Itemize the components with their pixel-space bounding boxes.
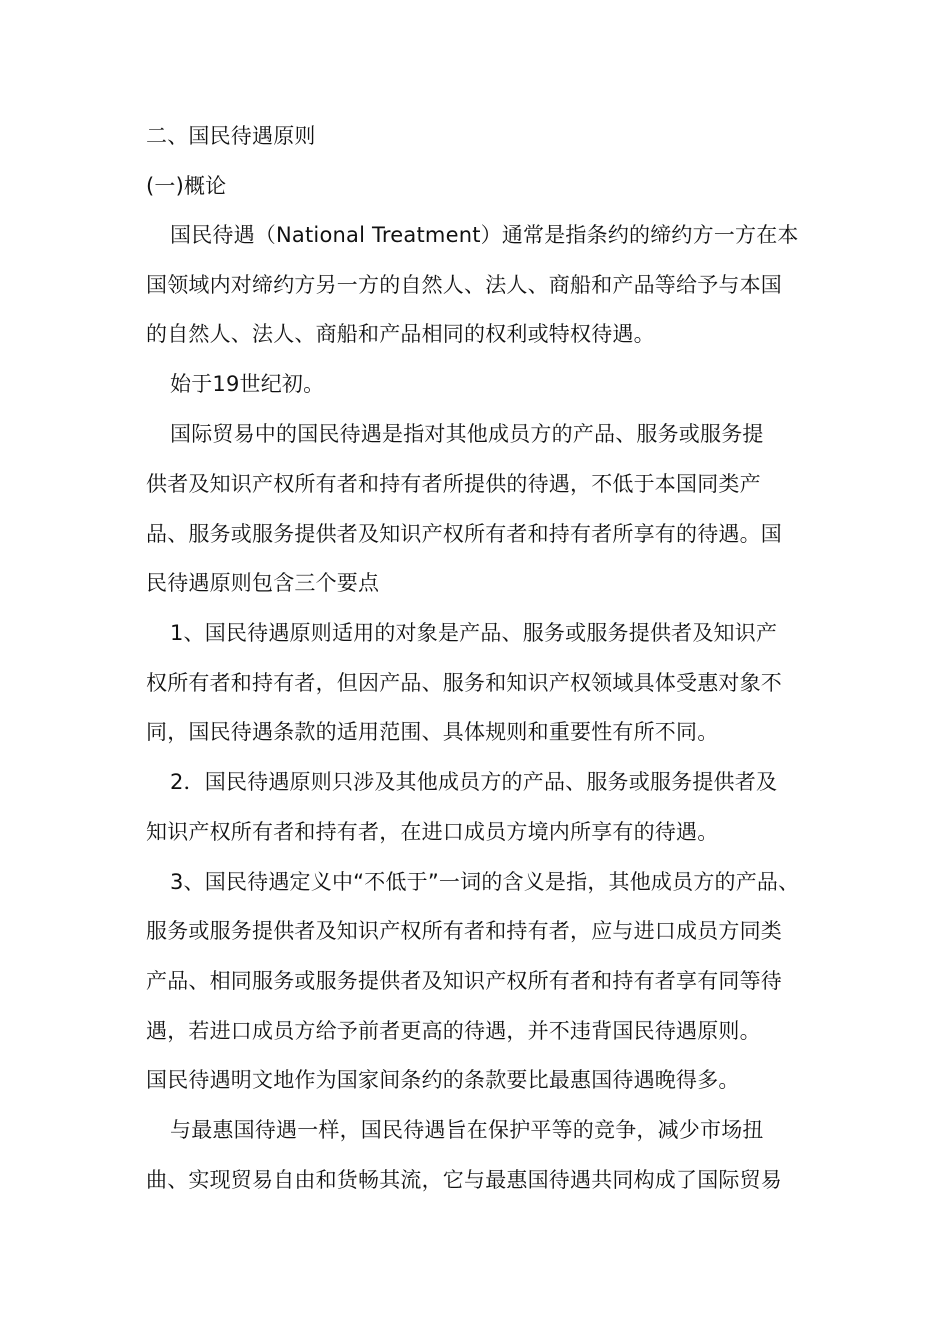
paragraph-line: 国领域内对缔约方另一方的自然人、法人、商船和产品等给予与本国 [146, 273, 782, 297]
paragraph-line: 曲、实现贸易自由和货畅其流，它与最惠国待遇共同构成了国际贸易 [146, 1168, 782, 1192]
paragraph-line: 国民待遇明文地作为国家间条约的条款要比最惠国待遇晚得多。 [146, 1068, 740, 1092]
list-item-line: 服务或服务提供者及知识产权所有者和持有者，应与进口成员方同类 [146, 919, 782, 943]
list-item-line: 同，国民待遇条款的适用范围、具体规则和重要性有所不同。 [146, 720, 719, 744]
section-heading: 二、国民待遇原则 [146, 124, 316, 148]
list-item-line: 遇，若进口成员方给予前者更高的待遇，并不违背国民待遇原则。 [146, 1019, 761, 1043]
list-item-line: 3、国民待遇定义中“不低于”一词的含义是指，其他成员方的产品、 [170, 870, 800, 894]
paragraph-line: 民待遇原则包含三个要点 [146, 571, 380, 595]
paragraph-line: 品、服务或服务提供者及知识产权所有者和持有者所享有的待遇。国 [146, 522, 782, 546]
list-item-line: 知识产权所有者和持有者，在进口成员方境内所享有的待遇。 [146, 820, 719, 844]
paragraph-line: 国民待遇（National Treatment）通常是指条约的缔约方一方在本 [170, 223, 799, 247]
paragraph-line: 与最惠国待遇一样，国民待遇旨在保护平等的竞争，减少市场扭 [170, 1118, 764, 1142]
list-item-line: 2．国民待遇原则只涉及其他成员方的产品、服务或服务提供者及 [170, 770, 778, 794]
list-item-line: 1、国民待遇原则适用的对象是产品、服务或服务提供者及知识产 [170, 621, 778, 645]
list-item-line: 产品、相同服务或服务提供者及知识产权所有者和持有者享有同等待 [146, 969, 782, 993]
paragraph-line: 供者及知识产权所有者和持有者所提供的待遇，不低于本国同类产 [146, 472, 761, 496]
list-item-line: 权所有者和持有者，但因产品、服务和知识产权领域具体受惠对象不 [146, 671, 782, 695]
paragraph-line: 的自然人、法人、商船和产品相同的权利或特权待遇。 [146, 322, 655, 346]
paragraph-line: 始于19世纪初。 [170, 372, 325, 396]
paragraph-line: 国际贸易中的国民待遇是指对其他成员方的产品、服务或服务提 [170, 422, 764, 446]
subsection-heading: (一)概论 [146, 174, 227, 198]
